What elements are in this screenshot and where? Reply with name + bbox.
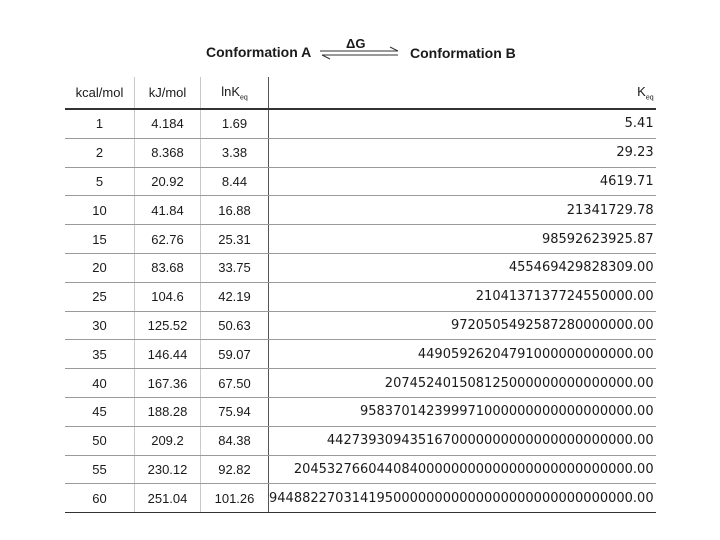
cell-kj: 188.28 [135,397,201,426]
cell-kcal: 30 [65,311,135,340]
cell-kj: 8.368 [135,138,201,167]
cell-keq: 20453276604408400000000000000000000000000.00 [269,455,656,484]
table-row [65,455,656,484]
table-row [65,282,656,311]
cell-kj: 146.44 [135,340,201,369]
cell-keq: 29.23 [269,138,656,167]
conformation-b-label: Conformation B [410,45,516,61]
cell-kj: 125.52 [135,311,201,340]
header-lnk-sub: eq [240,94,248,102]
cell-kcal: 5 [65,167,135,196]
cell-lnk: 84.38 [201,426,269,455]
cell-lnk: 8.44 [201,167,269,196]
energy-equilibrium-table [65,77,656,513]
cell-kcal: 15 [65,225,135,254]
cell-keq: 207452401508125000000000000000.00 [269,369,656,398]
cell-lnk: 42.19 [201,282,269,311]
cell-lnk: 1.69 [201,109,269,138]
table-row [65,225,656,254]
table-row [65,253,656,282]
cell-lnk: 59.07 [201,340,269,369]
table-row [65,196,656,225]
header-kcal: kcal/mol [65,77,135,109]
cell-kj: 83.68 [135,253,201,282]
table-row [65,426,656,455]
delta-g-label: ΔG [346,36,366,51]
cell-kj: 62.76 [135,225,201,254]
cell-kcal: 50 [65,426,135,455]
table-row [65,397,656,426]
cell-keq: 21341729.78 [269,196,656,225]
cell-lnk: 25.31 [201,225,269,254]
cell-keq: 455469429828309.00 [269,253,656,282]
cell-keq: 5.41 [269,109,656,138]
header-keq [269,77,656,109]
cell-kj: 104.6 [135,282,201,311]
table-row [65,138,656,167]
cell-kj: 4.184 [135,109,201,138]
cell-keq: 4427393094351670000000000000000000000.00 [269,426,656,455]
table-row [65,311,656,340]
cell-kj: 20.92 [135,167,201,196]
cell-keq: 4619.71 [269,167,656,196]
table-header-row [65,77,656,109]
cell-kj: 167.36 [135,369,201,398]
cell-kcal: 45 [65,397,135,426]
conformation-a-label: Conformation A [206,44,312,60]
cell-kcal: 55 [65,455,135,484]
equilibrium-equation [0,34,720,70]
cell-kcal: 2 [65,138,135,167]
cell-lnk: 101.26 [201,484,269,513]
cell-keq: 9720505492587280000000.00 [269,311,656,340]
cell-lnk: 50.63 [201,311,269,340]
cell-keq: 98592623925.87 [269,225,656,254]
table-row [65,109,656,138]
table-row [65,369,656,398]
cell-kcal: 1 [65,109,135,138]
cell-kj: 230.12 [135,455,201,484]
cell-kcal: 20 [65,253,135,282]
cell-kj: 209.2 [135,426,201,455]
cell-lnk: 33.75 [201,253,269,282]
header-keq-main: K [637,83,646,99]
cell-keq: 94488227031419500000000000000000000000000000.00 [269,484,656,513]
cell-keq: 958370142399971000000000000000000.00 [269,397,656,426]
header-keq-sub: eq [645,94,654,102]
header-kj: kJ/mol [135,77,201,109]
equilibrium-arrows-icon [318,46,402,60]
table-row [65,340,656,369]
cell-kcal: 10 [65,196,135,225]
cell-kcal: 40 [65,369,135,398]
header-lnk-main: lnK [221,83,240,99]
cell-lnk: 75.94 [201,397,269,426]
cell-kj: 251.04 [135,484,201,513]
cell-keq: 44905926204791000000000000.00 [269,340,656,369]
cell-kcal: 60 [65,484,135,513]
header-lnk [201,77,269,109]
cell-lnk: 92.82 [201,455,269,484]
table-row [65,167,656,196]
cell-lnk: 67.50 [201,369,269,398]
cell-keq: 2104137137724550000.00 [269,282,656,311]
table-row [65,484,656,513]
cell-kj: 41.84 [135,196,201,225]
cell-kcal: 25 [65,282,135,311]
cell-lnk: 16.88 [201,196,269,225]
cell-kcal: 35 [65,340,135,369]
cell-lnk: 3.38 [201,138,269,167]
